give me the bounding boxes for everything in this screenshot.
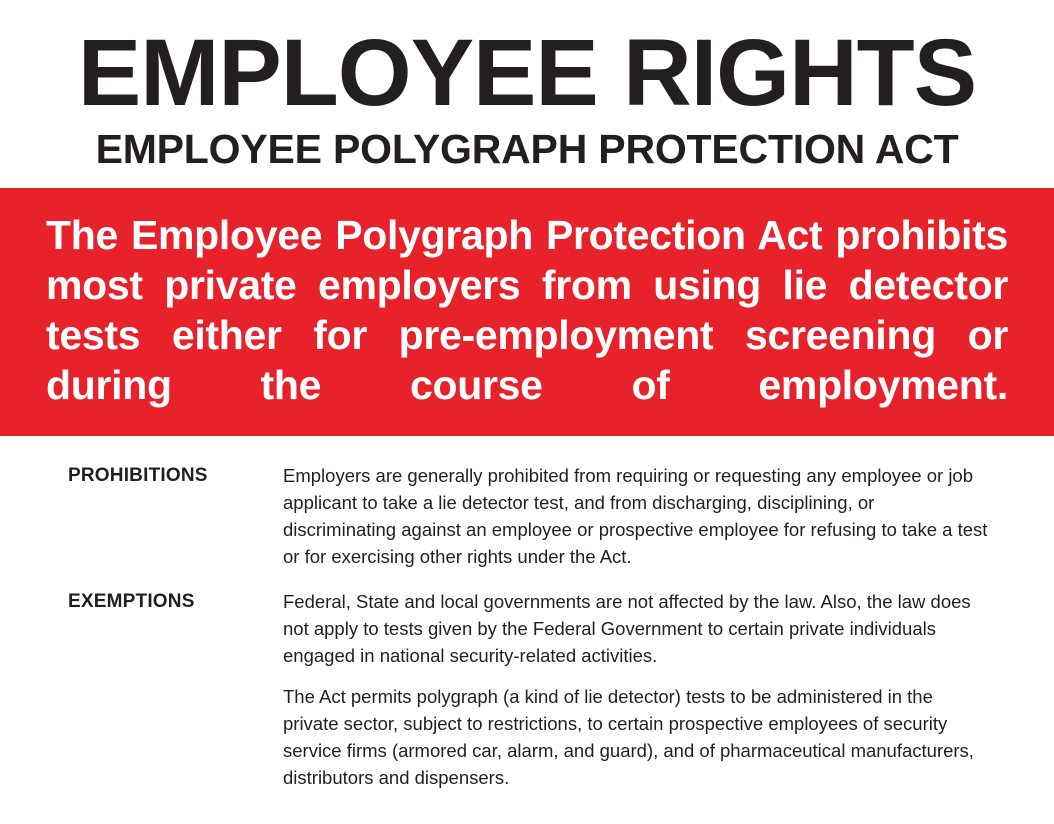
section-label-exemptions: EXEMPTIONS [68,591,195,613]
section-exemptions [68,588,992,791]
paragraph: The Act permits polygraph (a kind of lie detector) tests to be administered in the private sector, subject to restrictions, to certain prospective employees of security service firms (armored car, alarm, and guard), and of pharmaceutical manufacturers, distributors and dispensers. [283,686,974,789]
poster-body [0,436,1054,791]
banner-text: The Employee Polygraph Protection Act prohibits most private employers from using lie detector tests either for pre-employment screening or during the course of employment. [46,212,1008,409]
section-label-prohibitions: PROHIBITIONS [68,465,208,487]
page-title: EMPLOYEE RIGHTS [77,20,977,126]
red-banner [0,188,1054,436]
section-body-prohibitions [283,462,992,570]
section-prohibitions [68,462,992,570]
paragraph: Employers are generally prohibited from requiring or requesting any employee or job applicant to take a lie detector test, and from discharging, disciplining, or discriminating against an employee or prospective employee for refusing to take a test or for exercising other rights under the Act. [283,465,988,568]
section-body-exemptions [283,588,992,791]
poster-header [0,0,1054,172]
paragraph: Federal, State and local governments are not affected by the law. Also, the law does not apply to tests given by the Federal Government to certain private individuals engaged in national security-related activities. [283,591,971,667]
page-subtitle: EMPLOYEE POLYGRAPH PROTECTION ACT [95,126,959,173]
